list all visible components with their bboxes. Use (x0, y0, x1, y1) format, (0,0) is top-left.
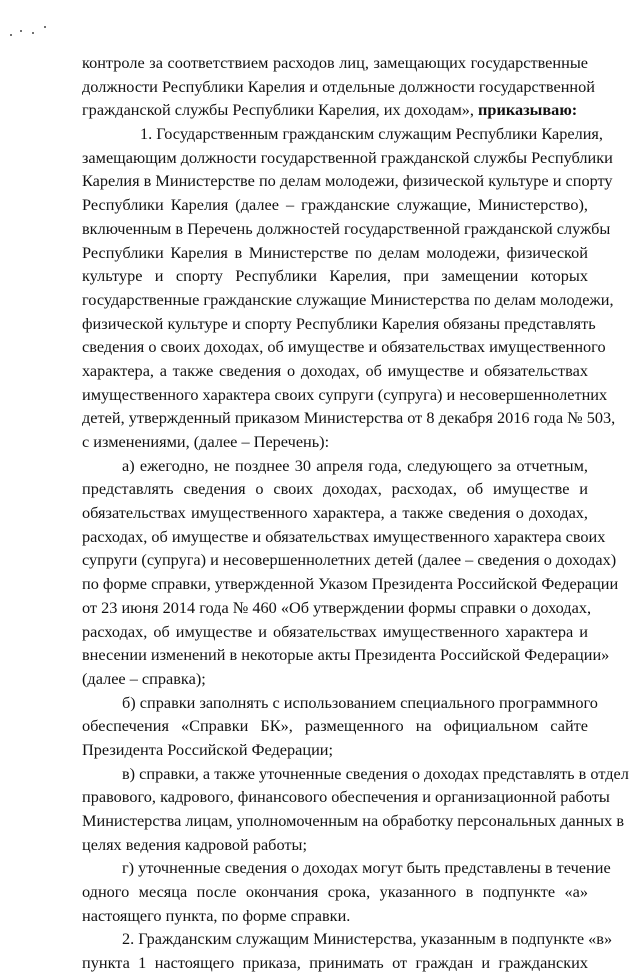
text-line-content: а) ежегодно, не позднее 30 апреля года, следующего за отчетным, (122, 455, 588, 475)
text-line-content: от 23 июня 2014 года № 460 «Об утверждении формы справки о доходах, (82, 597, 592, 617)
text-line (82, 406, 616, 430)
text-line-content: пункта 1 настоящего приказа, принимать от граждан и гражданских (82, 953, 588, 973)
text-line-content: обеспечения «Справки БК», размещенного на официальном сайте (82, 716, 588, 736)
text-line-content: культуре и спорту Республики Карелия, при замещении которых (82, 266, 588, 286)
text-line-content: расходах, об имуществе и обязательствах имущественного характера своих (82, 526, 606, 546)
text-line-content: Карелия в Министерстве по делам молодежи, физической культуре и спорту (82, 171, 613, 191)
text-line-content: включенным в Перечень должностей государственной гражданской службы (82, 218, 611, 238)
scan-mark (8, 26, 50, 38)
text-line-content: по форме справки, утвержденной Указом Президента Российской Федерации (82, 574, 619, 594)
text-line (82, 691, 598, 715)
text-line (82, 51, 588, 75)
text-line-content: правового, кадрового, финансового обеспечения и организационной работы (82, 787, 610, 807)
text-line (82, 572, 619, 596)
text-line (82, 241, 588, 265)
text-line-content: расходах, об имуществе и обязательствах имущественного характера и (82, 621, 588, 641)
text-line-content: б) справки заполнять с использованием специального программного (122, 692, 598, 712)
text-line (82, 738, 588, 762)
text-line-content: характера, а также сведения о доходах, об имуществе и обязательствах (82, 360, 588, 380)
text-line (82, 904, 588, 928)
text-line-content: Президента Российской Федерации; (82, 739, 334, 759)
text-line (82, 383, 608, 407)
text-line (82, 880, 588, 904)
text-line (82, 785, 610, 809)
text-line (82, 98, 588, 122)
text-line-content: с изменениями, (далее – Перечень): (82, 432, 330, 451)
text-line (82, 193, 588, 217)
text-line (82, 927, 613, 951)
text-line-content: гражданской службы Республики Карелия, их доходам», (82, 100, 479, 120)
text-line (82, 122, 603, 146)
text-line-content: детей, утвержденный приказом Министерства от 8 декабря 2016 года № 503, (82, 408, 616, 428)
text-line (82, 264, 588, 288)
text-line (82, 525, 606, 549)
text-line-content: государственные гражданские служащие Министерства по делам молодежи, (82, 289, 614, 309)
text-line (82, 477, 588, 501)
text-line-content: обязательствах имущественного характера, а также сведения о доходах, (82, 503, 588, 523)
text-line-content: г) уточненные сведения о доходах могут быть представлены в течение (122, 858, 611, 878)
text-line (82, 430, 588, 454)
text-line-content: 1. Государственным гражданским служащим Республики Карелия, (140, 124, 603, 144)
text-line (82, 75, 595, 99)
document-page (82, 51, 629, 975)
text-line (82, 146, 613, 170)
text-line-content: сведения о своих доходах, об имуществе и обязательствах имущественного (82, 337, 606, 357)
text-line-content: имущественного характера своих супруги (супруга) и несовершеннолетних (82, 384, 608, 404)
text-line-content: 2. Гражданским служащим Министерства, указанным в подпункте «в» (122, 929, 613, 949)
text-line (82, 217, 611, 241)
text-line-content: целях ведения кадровой работы; (82, 834, 307, 854)
text-line (82, 359, 588, 383)
text-line (82, 620, 588, 644)
text-line (82, 856, 611, 880)
text-line (82, 312, 596, 336)
text-line (82, 809, 625, 833)
text-line (82, 951, 588, 975)
text-line (82, 667, 588, 691)
text-line (82, 762, 629, 786)
text-line (82, 454, 588, 478)
text-line (82, 643, 610, 667)
text-line (82, 714, 588, 738)
text-line-content: в) справки, а также уточненные сведения о доходах представлять в отдел (122, 763, 629, 783)
text-line (82, 596, 592, 620)
text-line-content: одного месяца после окончания срока, указанного в подпункте «а» (82, 882, 588, 902)
text-line (82, 288, 614, 312)
text-line (82, 501, 588, 525)
text-line (82, 833, 588, 857)
text-line-content: (далее – справка); (82, 668, 206, 688)
text-line-content: замещающим должности государственной гражданской службы Республики (82, 147, 613, 167)
text-line-content: контроле за соответствием расходов лиц, замещающих государственные (82, 53, 588, 72)
text-line-content: Республики Карелия (далее – гражданские служащие, Министерство), (82, 195, 588, 215)
text-line-content: физической культуре и спорту Республики Карелия обязаны представлять (82, 313, 596, 333)
bold-keyword: приказываю: (478, 100, 578, 120)
text-line-content: настоящего пункта, по форме справки. (82, 905, 351, 925)
text-line (82, 169, 613, 193)
text-line (82, 548, 617, 572)
text-line (82, 335, 606, 359)
text-line-content: Министерства лицам, уполномоченным на обработку персональных данных в (82, 811, 625, 830)
text-line-content: Республики Карелия в Министерстве по делам молодежи, физической (82, 242, 588, 262)
text-line-content: представлять сведения о своих доходах, расходах, об имуществе и (82, 479, 588, 499)
text-line-content: должности Республики Карелия и отдельные должности государственной (82, 76, 595, 96)
text-line-content: супруги (супруга) и несовершеннолетних детей (далее – сведения о доходах) (82, 550, 617, 570)
text-line-content: внесении изменений в некоторые акты Президента Российской Федерации» (82, 645, 610, 665)
